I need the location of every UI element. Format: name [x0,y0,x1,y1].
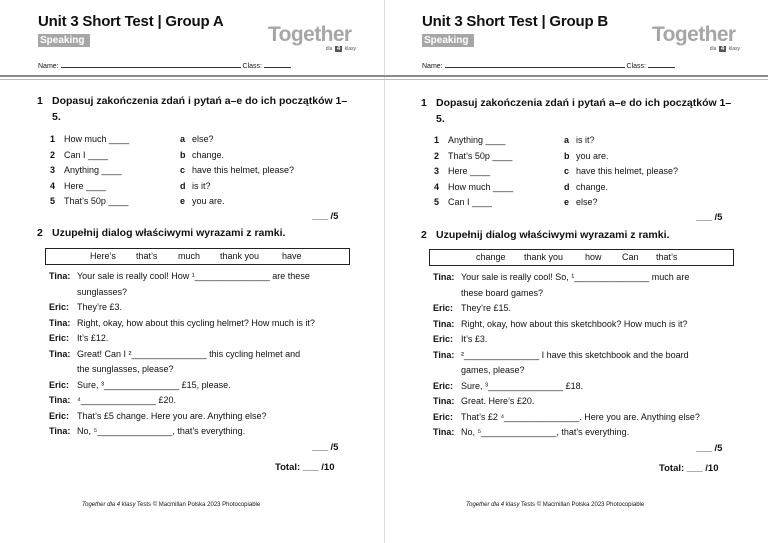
name-class-row [422,60,675,70]
dialog-text: That’s £5 change. Here you are. Anything else? [77,410,267,421]
dialog-text[interactable]: Sure, ³_______________ £15, please. [77,379,231,390]
dialog-line [49,426,359,442]
dialog-text[interactable]: Your sale is really cool! How ¹_______________ are these [77,271,310,281]
sentence-beginning[interactable]: Here ____ [448,166,491,176]
test-page-group-b [384,0,768,543]
dialog-line [49,333,359,349]
task-2-score[interactable]: ___ /5 [312,442,339,453]
dialog-text: these board games? [461,287,544,298]
dialog-line [433,412,743,428]
speaker: Tina: [433,396,455,406]
name-label: Name: [422,63,443,70]
match-row: 4 How much ____ d change. [434,181,609,192]
match-row: 1 How much ____ a else? [50,134,214,144]
task-2-heading: 2 Uzupełnij dialog właściwymi wyrazami z ramki. [421,229,670,241]
word-box [45,248,350,265]
task-1-heading: 1 Dopasuj zakończenia zdań i pytań a–e do ich początków 1–5. [421,97,732,125]
match-row: 1 Anything ____ a is it? [434,135,595,145]
together-logo [652,23,744,59]
dialog [433,272,743,443]
speaking-section-label: Speaking [422,34,474,47]
logo-subtitle: dla 4 klasy [709,46,740,52]
dialog-line [49,349,359,365]
dialog-text: They’re £3. [77,302,123,312]
dialog-line [49,271,359,287]
page-title: Unit 3 Short Test | Group A [38,13,224,30]
word-box-item: thank you [220,251,260,261]
word-box [429,249,734,266]
dialog-text[interactable]: ⁴_______________ £20. [77,395,176,405]
dialog-line [433,381,743,397]
task-2-score[interactable]: ___ /5 [696,443,723,454]
dialog-line [49,287,359,303]
match-row: 3 Here ____ c have this helmet, please? [434,166,679,176]
dialog-text[interactable]: That’s £2 ⁴_______________. Here you are. Anything else? [461,411,700,422]
dialog-text: the sunglasses, please? [77,364,174,374]
sentence-ending: you are. [192,196,225,206]
dialog-line [433,350,743,366]
sentence-beginning[interactable]: That’s 50p ____ [64,196,129,206]
dialog-line [433,288,743,304]
footer: Together dla 4 klasy Tests © Macmillan Polska 2023 Photocopiable [82,502,261,508]
header-divider-thin [384,79,768,80]
task-1-heading: 1 Dopasuj zakończenia zdań i pytań a–e do ich początków 1–5. [37,95,348,123]
word-box-item: have [282,251,302,261]
task-2-heading: 2 Uzupełnij dialog właściwymi wyrazami z ramki. [37,227,286,239]
speaker: Tina: [433,349,455,360]
class-field[interactable] [264,60,291,68]
logo-word: Together [268,23,352,46]
page-title: Unit 3 Short Test | Group B [422,13,609,30]
sentence-ending: else? [192,134,214,144]
matching-list [50,134,350,212]
dialog-text: It’s £12. [77,333,109,343]
match-row: 5 Can I ____ e else? [434,197,598,207]
speaker: Tina: [49,271,71,281]
dialog-line [49,380,359,396]
sentence-ending: else? [576,197,598,207]
match-row: 2 That’s 50p ____ b you are. [434,150,609,161]
dialog-line [49,364,359,380]
word-box-item: thank you [524,252,564,262]
dialog-line [433,303,743,319]
dialog-line [49,395,359,411]
speaker: Eric: [433,334,454,344]
word-box-item: how [585,252,602,262]
match-row: 3 Anything ____ c have this helmet, please? [50,165,295,175]
dialog-text: sunglasses? [77,286,128,297]
speaker: Eric: [49,379,70,390]
sentence-ending: change. [576,181,609,192]
dialog-text: They’re £15. [461,303,512,313]
sentence-beginning[interactable]: How much ____ [64,134,130,144]
dialog-text[interactable]: ²_______________ I have this sketchbook and the board [461,349,689,360]
speaker: Tina: [433,318,455,329]
speaker: Tina: [49,395,71,405]
dialog-line [433,334,743,350]
word-box-item: that’s [656,252,678,262]
speaker: Tina: [433,427,455,437]
sentence-ending: you are. [576,150,609,161]
speaker: Eric: [49,302,70,312]
class-label: Class: [626,63,646,70]
dialog-line [433,427,743,443]
dialog-text[interactable]: Great! Can I ²_______________ this cycling helmet and [77,348,301,359]
footer: Together dla 4 klasy Tests © Macmillan Polska 2023 Photocopiable [466,502,645,508]
word-box-item: much [178,251,201,261]
name-class-row [38,60,291,70]
match-row: 2 Can I ____ b change. [50,149,225,160]
word-box-item: that’s [136,251,158,261]
speaker: Tina: [49,426,71,436]
header-divider [0,75,384,77]
dialog-text: Right, okay, how about this cycling helmet? How much is it? [77,317,315,328]
sentence-ending: have this helmet, please? [576,166,679,176]
class-field[interactable] [648,60,675,68]
dialog-text: It’s £3. [461,334,488,344]
dialog-line [49,318,359,334]
sentence-beginning[interactable]: Anything ____ [448,135,506,145]
word-box-item: change [476,252,506,262]
name-field[interactable] [445,60,625,68]
dialog-text[interactable]: Your sale is really cool! So, ¹_______________ much are [461,272,690,282]
dialog-line [433,396,743,412]
sentence-beginning[interactable]: Anything ____ [64,165,122,175]
sentence-ending: is it? [576,135,595,145]
total-score-value[interactable]: ___ /10 [302,462,335,473]
name-field[interactable] [61,60,241,68]
header-divider [384,75,768,77]
word-box-item: Can [622,252,639,262]
dialog-line [49,411,359,427]
sentence-beginning[interactable]: Can I ____ [64,149,109,160]
dialog-line [433,272,743,288]
dialog-text: Right, okay, how about this sketchbook? How much is it? [461,318,688,329]
sentence-beginning[interactable]: That’s 50p ____ [448,150,513,161]
logo-subtitle: dla 4 klasy [325,46,356,52]
header-divider-thin [0,79,384,80]
match-row: 5 That’s 50p ____ e you are. [50,196,225,206]
logo-word: Together [652,23,736,46]
class-label: Class: [242,63,262,70]
speaker: Eric: [433,380,454,391]
speaker: Eric: [433,303,454,313]
speaker: Eric: [49,410,70,421]
speaker: Tina: [433,272,455,282]
total-score: Total: ___ /10 [659,463,719,474]
task-1-score[interactable]: ___ /5 [696,212,723,223]
sentence-beginning[interactable]: Here ____ [64,180,107,191]
sentence-ending: is it? [192,180,211,191]
speaker: Eric: [433,411,454,422]
sentence-ending: change. [192,149,225,160]
dialog [49,271,359,442]
speaker: Tina: [49,348,71,359]
word-box-item: Here’s [90,251,116,261]
dialog-text: Great. Here’s £20. [461,396,535,406]
dialog-text[interactable]: Sure, ³_______________ £18. [461,380,584,391]
together-logo [268,23,360,59]
total-score: Total: ___ /10 [275,462,335,473]
dialog-text[interactable]: No, ⁵_______________, that’s everything. [77,426,246,436]
matching-list [434,135,734,213]
total-score-value[interactable]: ___ /10 [686,463,719,474]
sentence-ending: have this helmet, please? [192,165,295,175]
dialog-text: games, please? [461,365,525,375]
name-label: Name: [38,63,59,70]
dialog-line [433,365,743,381]
task-1-score[interactable]: ___ /5 [312,211,339,222]
speaker: Tina: [49,317,71,328]
dialog-line [49,302,359,318]
match-row: 4 Here ____ d is it? [50,180,211,191]
dialog-line [433,319,743,335]
speaker: Eric: [49,333,70,343]
dialog-text[interactable]: No, ⁵_______________, that’s everything. [461,427,630,437]
speaking-section-label: Speaking [38,34,90,47]
sentence-beginning[interactable]: How much ____ [448,181,514,192]
sentence-beginning[interactable]: Can I ____ [448,197,493,207]
